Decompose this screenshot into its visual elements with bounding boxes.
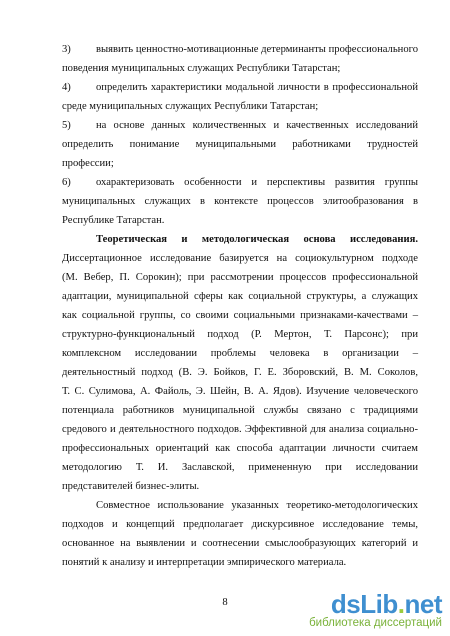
watermark-subtitle: библиотека диссертаций (309, 617, 442, 629)
text-line: как социальной группы, со своими социальными признаками-качествами – (62, 310, 418, 321)
text-line: муниципальных служащих в контексте процессов элитообразования в (62, 196, 418, 207)
text-line: структурно-функциональный подход (Р. Мертон, Т. Парсонс); при (62, 329, 418, 340)
list-number: 5) (62, 120, 71, 131)
text-line: подходов и концепций предполагает дискурсивное исследование темы, (62, 519, 418, 530)
text-line: Совместное использование указанных теоретико-методологических (96, 500, 418, 511)
text-line: основанное на выявлении и соотнесении смыслообразующих категорий и (62, 538, 418, 549)
text-line: профессии; (62, 158, 114, 169)
list-number: 3) (62, 44, 71, 55)
text-line: методологию Т. И. Заславской, примененную при исследовании (62, 462, 418, 473)
list-number: 6) (62, 177, 71, 188)
text-line: на основе данных количественных и качественных исследований (96, 120, 418, 131)
list-item (62, 173, 418, 192)
text-line: Т. С. Сулимова, А. Файоль, Э. Шейн, В. А. Ядов). Изучение человеческого (62, 386, 418, 397)
list-number: 4) (62, 82, 71, 93)
watermark[interactable] (309, 591, 442, 630)
dslib-logo (309, 591, 442, 617)
text-line: представителей бизнес-элиты. (62, 481, 200, 492)
text-line: определить характеристики модальной личности в профессиональной (96, 82, 418, 93)
text-line: Диссертационное исследование базируется на социокультурном подходе (62, 253, 418, 264)
text-line: деятельностный подход (В. Э. Бойков, Г. Е. Зборовский, В. М. Соколов, (62, 367, 418, 378)
logo-tld: net (404, 589, 442, 619)
text-line: понятий к анализу и интерпретации эмпирического материала. (62, 557, 347, 568)
section-heading: Теоретическая и методологическая основа исследования. (96, 234, 418, 245)
text-line: поведения муниципальных служащих Республики Татарстан; (62, 63, 341, 74)
text-line: Республике Татарстан. (62, 215, 165, 226)
list-item (62, 78, 418, 97)
document-body (62, 40, 418, 572)
text-line: определить понимание муниципальными работниками трудностей (62, 139, 418, 150)
text-line: профессиональных ориентаций как способа адаптации личности считаем (62, 443, 418, 454)
logo-dot: . (397, 589, 405, 619)
logo-main: dsLib (330, 589, 398, 619)
page-number: 8 (222, 597, 228, 608)
text-line: выявить ценностно-мотивационные детерминанты профессионального (96, 44, 418, 55)
text-line: охарактеризовать особенности и перспективы развития группы (96, 177, 418, 188)
text-line: потенциала работников муниципальной службы связано с традициями (62, 405, 418, 416)
text-line: (М. Вебер, П. Сорокин); при рассмотрении процессов профессиональной (62, 272, 418, 283)
text-line: среде муниципальных служащих Республики Татарстан; (62, 101, 319, 112)
text-line: комплексном исследовании проблемы человека в организации – (62, 348, 418, 359)
list-item (62, 116, 418, 135)
list-item (62, 40, 418, 59)
text-line: средового и деятельностного подходов. Эффективной для анализа социально- (62, 424, 418, 435)
text-line: адаптации, муниципальной сферы как социальной структуры, а служащих (62, 291, 418, 302)
